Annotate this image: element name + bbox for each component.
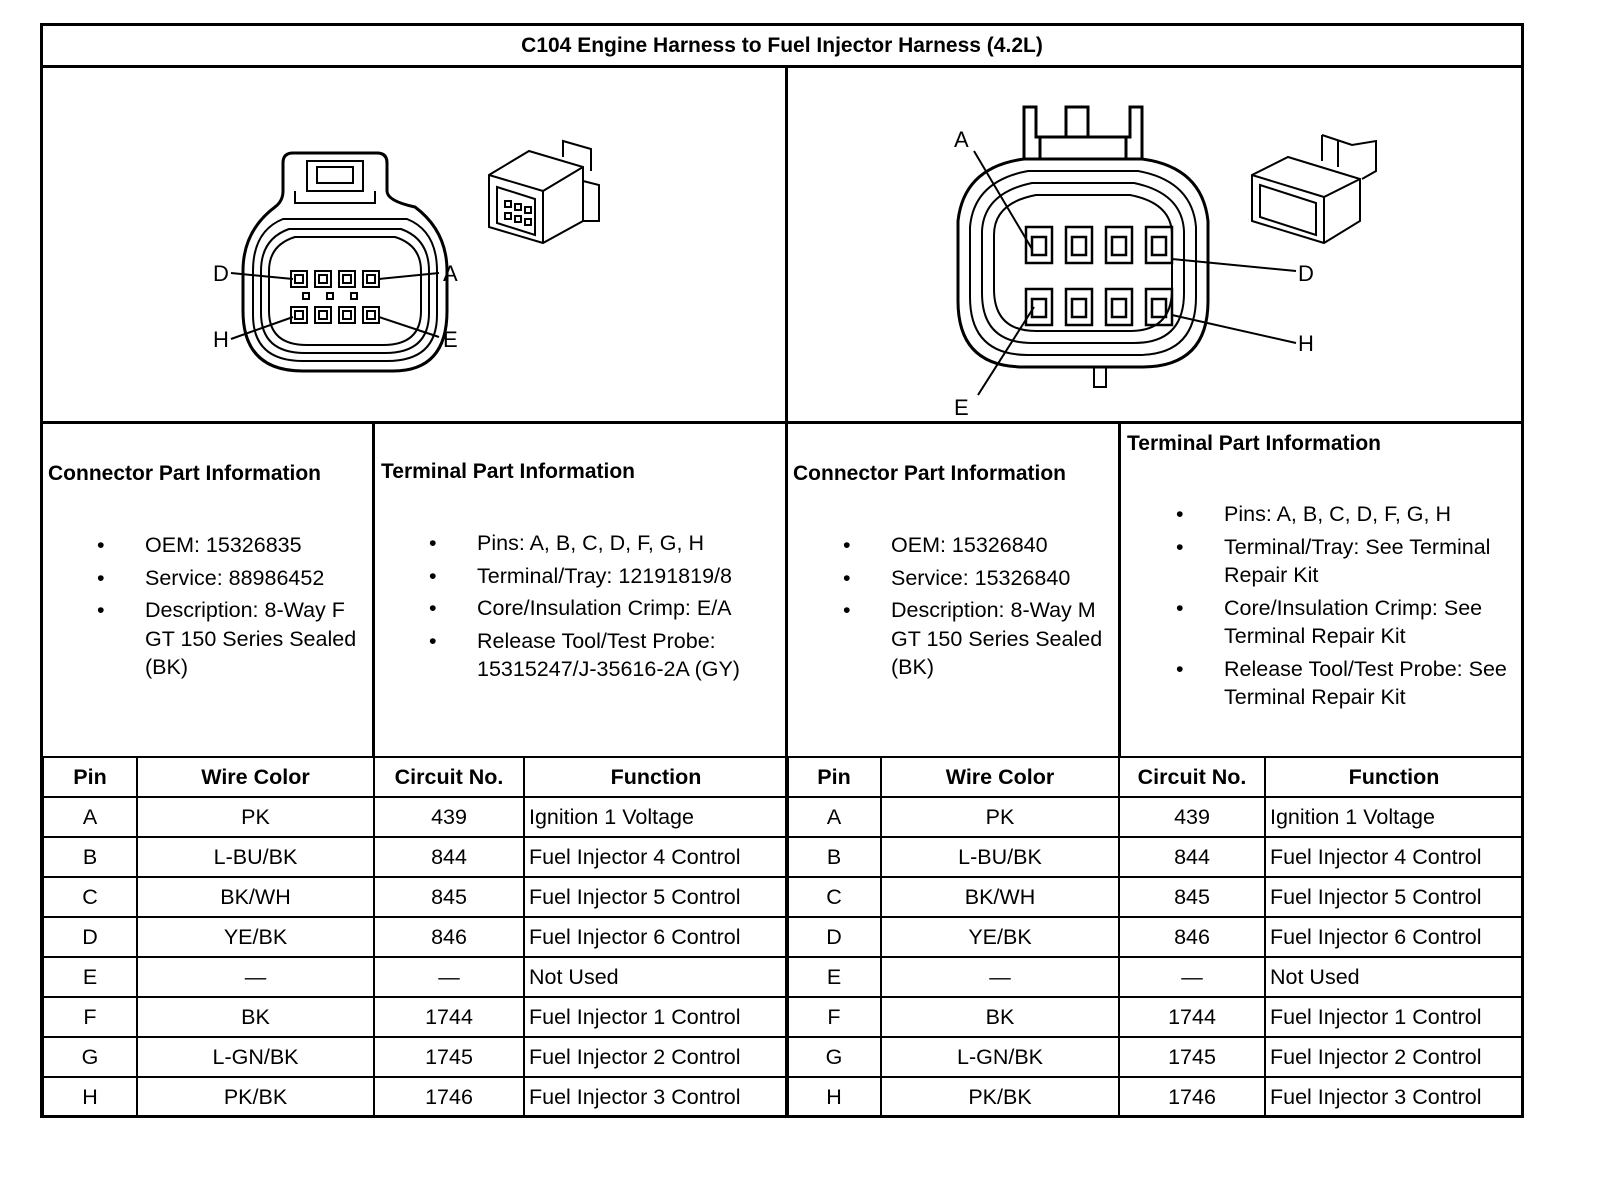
figure-divider [43, 421, 1521, 424]
function-cell: Fuel Injector 6 Control [524, 917, 788, 957]
function-cell: Ignition 1 Voltage [524, 797, 788, 837]
callout-h-left: H [213, 327, 229, 352]
function-cell: Fuel Injector 5 Control [1265, 877, 1523, 917]
table-row [43, 1077, 788, 1117]
circuit-cell: 1745 [374, 1037, 524, 1077]
callout-e-left: E [443, 327, 458, 352]
wire-color-cell: YE/BK [137, 917, 374, 957]
right-connector-info-heading: Connector Part Information [793, 462, 1067, 485]
pin-cell: H [787, 1077, 881, 1117]
wire-color-cell: L-GN/BK [881, 1037, 1119, 1077]
wire-color-cell: L-BU/BK [881, 837, 1119, 877]
function-cell: Fuel Injector 2 Control [1265, 1037, 1523, 1077]
list-item: • Service: 15326840 [843, 565, 1071, 590]
callout-a-left: A [443, 261, 458, 286]
connector-sheet [40, 23, 1524, 1118]
circuit-cell: 846 [1119, 917, 1265, 957]
table-row [787, 1037, 1523, 1077]
pin-cell: F [43, 997, 137, 1037]
list-item: • Release Tool/Test Probe: See Terminal Repair Kit [1176, 656, 1507, 709]
callout-e-right: E [954, 395, 969, 420]
left-connector-info-list [97, 531, 369, 686]
circuit-cell: 1745 [1119, 1037, 1265, 1077]
list-item: • OEM: 15326835 [97, 533, 302, 557]
column-header-circuit-no: Circuit No. [374, 757, 524, 797]
list-item: • Core/Insulation Crimp: E/A [429, 596, 732, 620]
function-cell: Fuel Injector 6 Control [1265, 917, 1523, 957]
table-row [787, 957, 1523, 997]
page-title: C104 Engine Harness to Fuel Injector Harness (4.2L) [43, 26, 1521, 68]
function-cell: Ignition 1 Voltage [1265, 797, 1523, 837]
circuit-cell: 1746 [374, 1077, 524, 1117]
list-item: • Release Tool/Test Probe: 15315247/J-35616-2A (GY) [429, 628, 740, 681]
pin-cell: D [43, 917, 137, 957]
list-item: • Core/Insulation Crimp: See Terminal Repair Kit [1176, 595, 1483, 648]
table-header-row [787, 757, 1523, 797]
list-item: • Description: 8-Way M GT 150 Series Sealed (BK) [843, 598, 1103, 679]
function-cell: Fuel Injector 5 Control [524, 877, 788, 917]
right-connector-info-list [843, 531, 1113, 686]
wire-color-cell: L-BU/BK [137, 837, 374, 877]
wire-color-cell: YE/BK [881, 917, 1119, 957]
wire-color-cell: — [881, 957, 1119, 997]
table-row [43, 997, 788, 1037]
circuit-cell: 439 [1119, 797, 1265, 837]
callout-d-left: D [213, 261, 229, 286]
female-connector-figure [43, 71, 785, 421]
circuit-cell: 844 [1119, 837, 1265, 877]
function-cell: Fuel Injector 1 Control [524, 997, 788, 1037]
right-info-divider [1118, 424, 1121, 756]
list-item: • Service: 88986452 [97, 565, 325, 590]
right-terminal-info-heading: Terminal Part Information [1127, 432, 1381, 455]
function-cell: Fuel Injector 2 Control [524, 1037, 788, 1077]
circuit-cell: — [1119, 957, 1265, 997]
pin-cell: A [787, 797, 881, 837]
wire-color-cell: — [137, 957, 374, 997]
circuit-cell: 845 [374, 877, 524, 917]
table-row [43, 917, 788, 957]
list-item: • Description: 8-Way F GT 150 Series Sealed (BK) [97, 598, 357, 679]
callout-a-right: A [954, 127, 969, 152]
function-cell: Fuel Injector 1 Control [1265, 997, 1523, 1037]
function-cell: Not Used [524, 957, 788, 997]
column-header-wire-color: Wire Color [137, 757, 374, 797]
male-connector-figure [788, 71, 1521, 421]
pin-cell: G [43, 1037, 137, 1077]
list-item: • Pins: A, B, C, D, F, G, H [429, 531, 704, 555]
list-item: • OEM: 15326840 [843, 533, 1048, 557]
pin-cell: E [43, 957, 137, 997]
function-cell: Fuel Injector 3 Control [1265, 1077, 1523, 1117]
circuit-cell: 846 [374, 917, 524, 957]
circuit-cell: — [374, 957, 524, 997]
table-row [787, 797, 1523, 837]
table-row [787, 917, 1523, 957]
circuit-cell: 439 [374, 797, 524, 837]
wire-color-cell: BK [137, 997, 374, 1037]
column-header-pin: Pin [787, 757, 881, 797]
table-row [787, 837, 1523, 877]
function-cell: Fuel Injector 3 Control [524, 1077, 788, 1117]
circuit-cell: 1744 [1119, 997, 1265, 1037]
wire-color-cell: PK/BK [881, 1077, 1119, 1117]
pin-cell: E [787, 957, 881, 997]
table-row [43, 797, 788, 837]
pin-cell: A [43, 797, 137, 837]
left-pinout-table [42, 756, 789, 1118]
column-header-circuit-no: Circuit No. [1119, 757, 1265, 797]
pin-cell: F [787, 997, 881, 1037]
function-cell: Fuel Injector 4 Control [1265, 837, 1523, 877]
column-header-function: Function [1265, 757, 1523, 797]
pin-cell: G [787, 1037, 881, 1077]
circuit-cell: 845 [1119, 877, 1265, 917]
left-terminal-info-heading: Terminal Part Information [381, 460, 635, 483]
table-header-row [43, 757, 788, 797]
callout-h-right: H [1298, 331, 1314, 356]
list-item: • Terminal/Tray: 12191819/8 [429, 563, 732, 588]
pin-cell: B [787, 837, 881, 877]
right-pinout-table [786, 756, 1524, 1118]
column-header-wire-color: Wire Color [881, 757, 1119, 797]
circuit-cell: 1746 [1119, 1077, 1265, 1117]
wire-color-cell: BK/WH [881, 877, 1119, 917]
table-row [43, 957, 788, 997]
table-row [787, 997, 1523, 1037]
pin-cell: D [787, 917, 881, 957]
pin-cell: B [43, 837, 137, 877]
circuit-cell: 1744 [374, 997, 524, 1037]
left-terminal-info-list [429, 529, 789, 688]
table-row [787, 1077, 1523, 1117]
function-cell: Fuel Injector 4 Control [524, 837, 788, 877]
wire-color-cell: PK/BK [137, 1077, 374, 1117]
table-row [43, 877, 788, 917]
circuit-cell: 844 [374, 837, 524, 877]
table-row [43, 1037, 788, 1077]
table-row [43, 837, 788, 877]
pin-cell: H [43, 1077, 137, 1117]
right-terminal-info-list [1176, 500, 1516, 716]
column-header-pin: Pin [43, 757, 137, 797]
column-header-function: Function [524, 757, 788, 797]
list-item: • Terminal/Tray: See Terminal Repair Kit [1176, 534, 1491, 587]
wire-color-cell: PK [881, 797, 1119, 837]
wire-color-cell: BK/WH [137, 877, 374, 917]
wire-color-cell: L-GN/BK [137, 1037, 374, 1077]
wire-color-cell: PK [137, 797, 374, 837]
left-connector-info-heading: Connector Part Information [48, 462, 322, 485]
pin-cell: C [787, 877, 881, 917]
callout-d-right: D [1298, 261, 1314, 286]
wire-color-cell: BK [881, 997, 1119, 1037]
table-row [787, 877, 1523, 917]
pin-cell: C [43, 877, 137, 917]
function-cell: Not Used [1265, 957, 1523, 997]
left-info-divider [372, 424, 375, 756]
list-item: • Pins: A, B, C, D, F, G, H [1176, 502, 1451, 526]
